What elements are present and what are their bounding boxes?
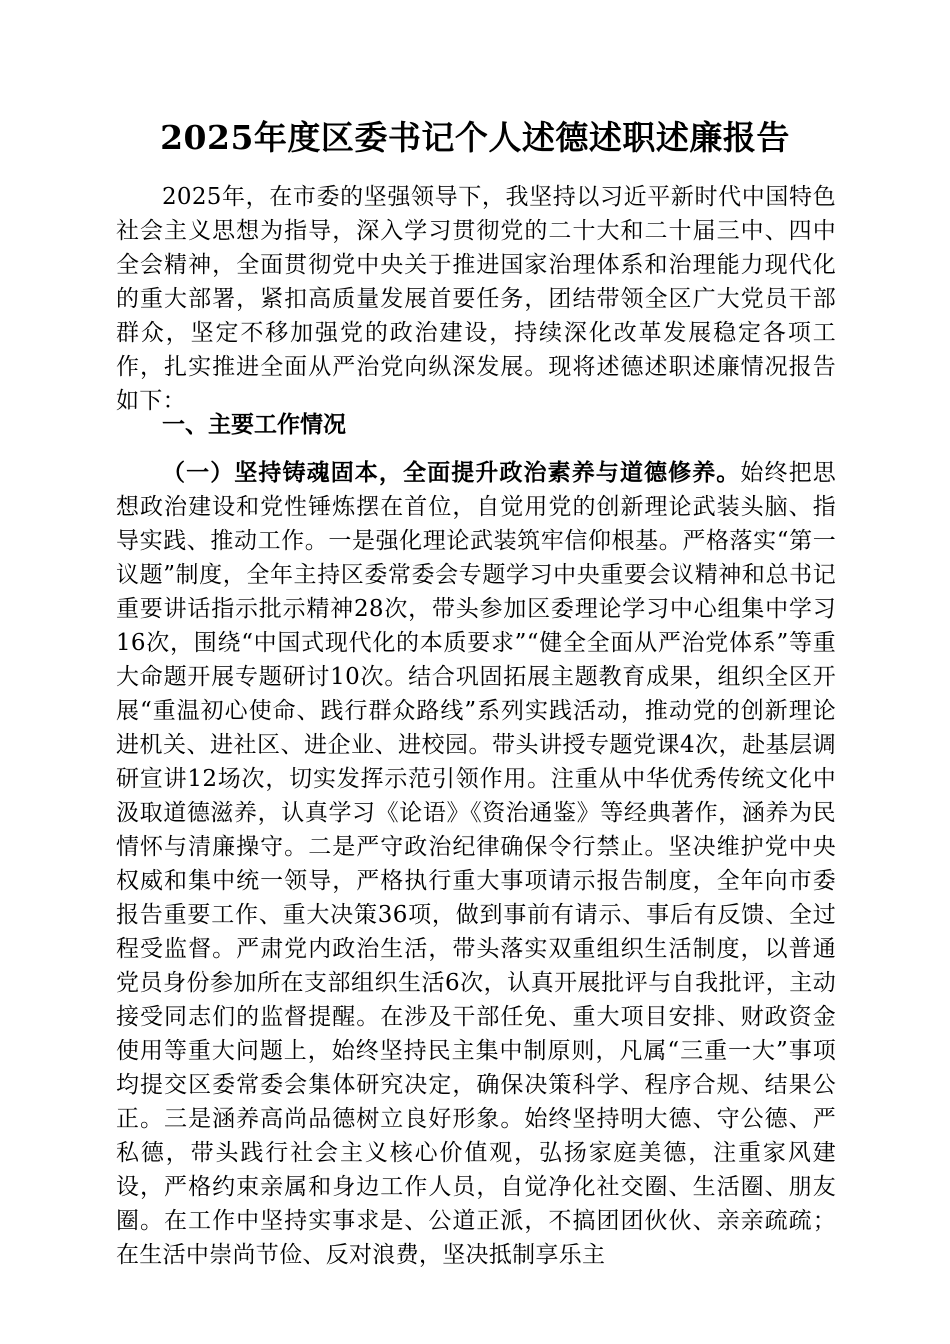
document-title: 2025年度区委书记个人述德述职述廉报告 <box>160 118 790 157</box>
intro-paragraph: 2025年，在市委的坚强领导下，我坚持以习近平新时代中国特色社会主义思想为指导，深入学习贯彻党的二十大和二十届三中、四中全会精神，全面贯彻党中央关于推进国家治理体系和治理能力现代化的重大部署，紧扣高质量发展首要任务，团结带领全区广大党员干部群众，坚定不移加强党的政治建设，持续深化改革发展稳定各项工作，扎实推进全面从严治党向纵深发展。现将述德述职述廉情况报告如下： <box>116 184 836 414</box>
subsection-body: 始终把思想政治建设和党性锤炼摆在首位，自觉用党的创新理论武装头脑、指导实践、推动工作。一是强化理论武装筑牢信仰根基。严格落实“第一议题”制度，全年主持区委常委会专题学习中央重要会议精神和总书记重要讲话指示批示精神28次，带头参加区委理论学习中心组集中学习16次，围绕“中国式现代化的本质要求”“健全全面从严治党体系”等重大命题开展专题研讨10次。结合巩固拓展主题教育成果，组织全区开展“重温初心使命、践行群众路线”系列实践活动，推动党的创新理论进机关、进社区、进企业、进校园。带头讲授专题党课4次，赴基层调研宣讲12场次，切实发挥示范引领作用。注重从中华优秀传统文化中汲取道德滋养，认真学习《论语》《资治通鉴》等经典著作，涵养为民情怀与清廉操守。二是严守政治纪律确保令行禁止。坚决维护党中央权威和集中统一领导，严格执行重大事项请示报告制度，全年向市委报告重要工作、重大决策36项，做到事前有请示、事后有反馈、全过程受监督。严肃党内政治生活，带头落实双重组织生活制度，以普通党员身份参加所在支部组织生活6次，认真开展批评与自我批评，主动接受同志们的监督提醒。在涉及干部任免、重大项目安排、财政资金使用等重大问题上，始终坚持民主集中制原则，凡属“三重一大”事项均提交区委常委会集体研究决定，确保决策科学、程序合规、结果公正。三是涵养高尚品德树立良好形象。始终坚持明大德、守公德、严私德，带头践行社会主义核心价值观，弘扬家庭美德，注重家风建设，严格约束亲属和身边工作人员，自觉净化社交圈、生活圈、朋友圈。在工作中坚持实事求是、公道正派，不搞团团伙伙、亲亲疏疏；在生活中崇尚节俭、反对浪费，坚决抵制享乐主 <box>116 460 837 1268</box>
section-heading-main-work: 一、主要工作情况 <box>162 412 346 438</box>
section-1-paragraph <box>116 456 836 1272</box>
subsection-heading: （一）坚持铸魂固本，全面提升政治素养与道德修养。 <box>162 460 741 486</box>
